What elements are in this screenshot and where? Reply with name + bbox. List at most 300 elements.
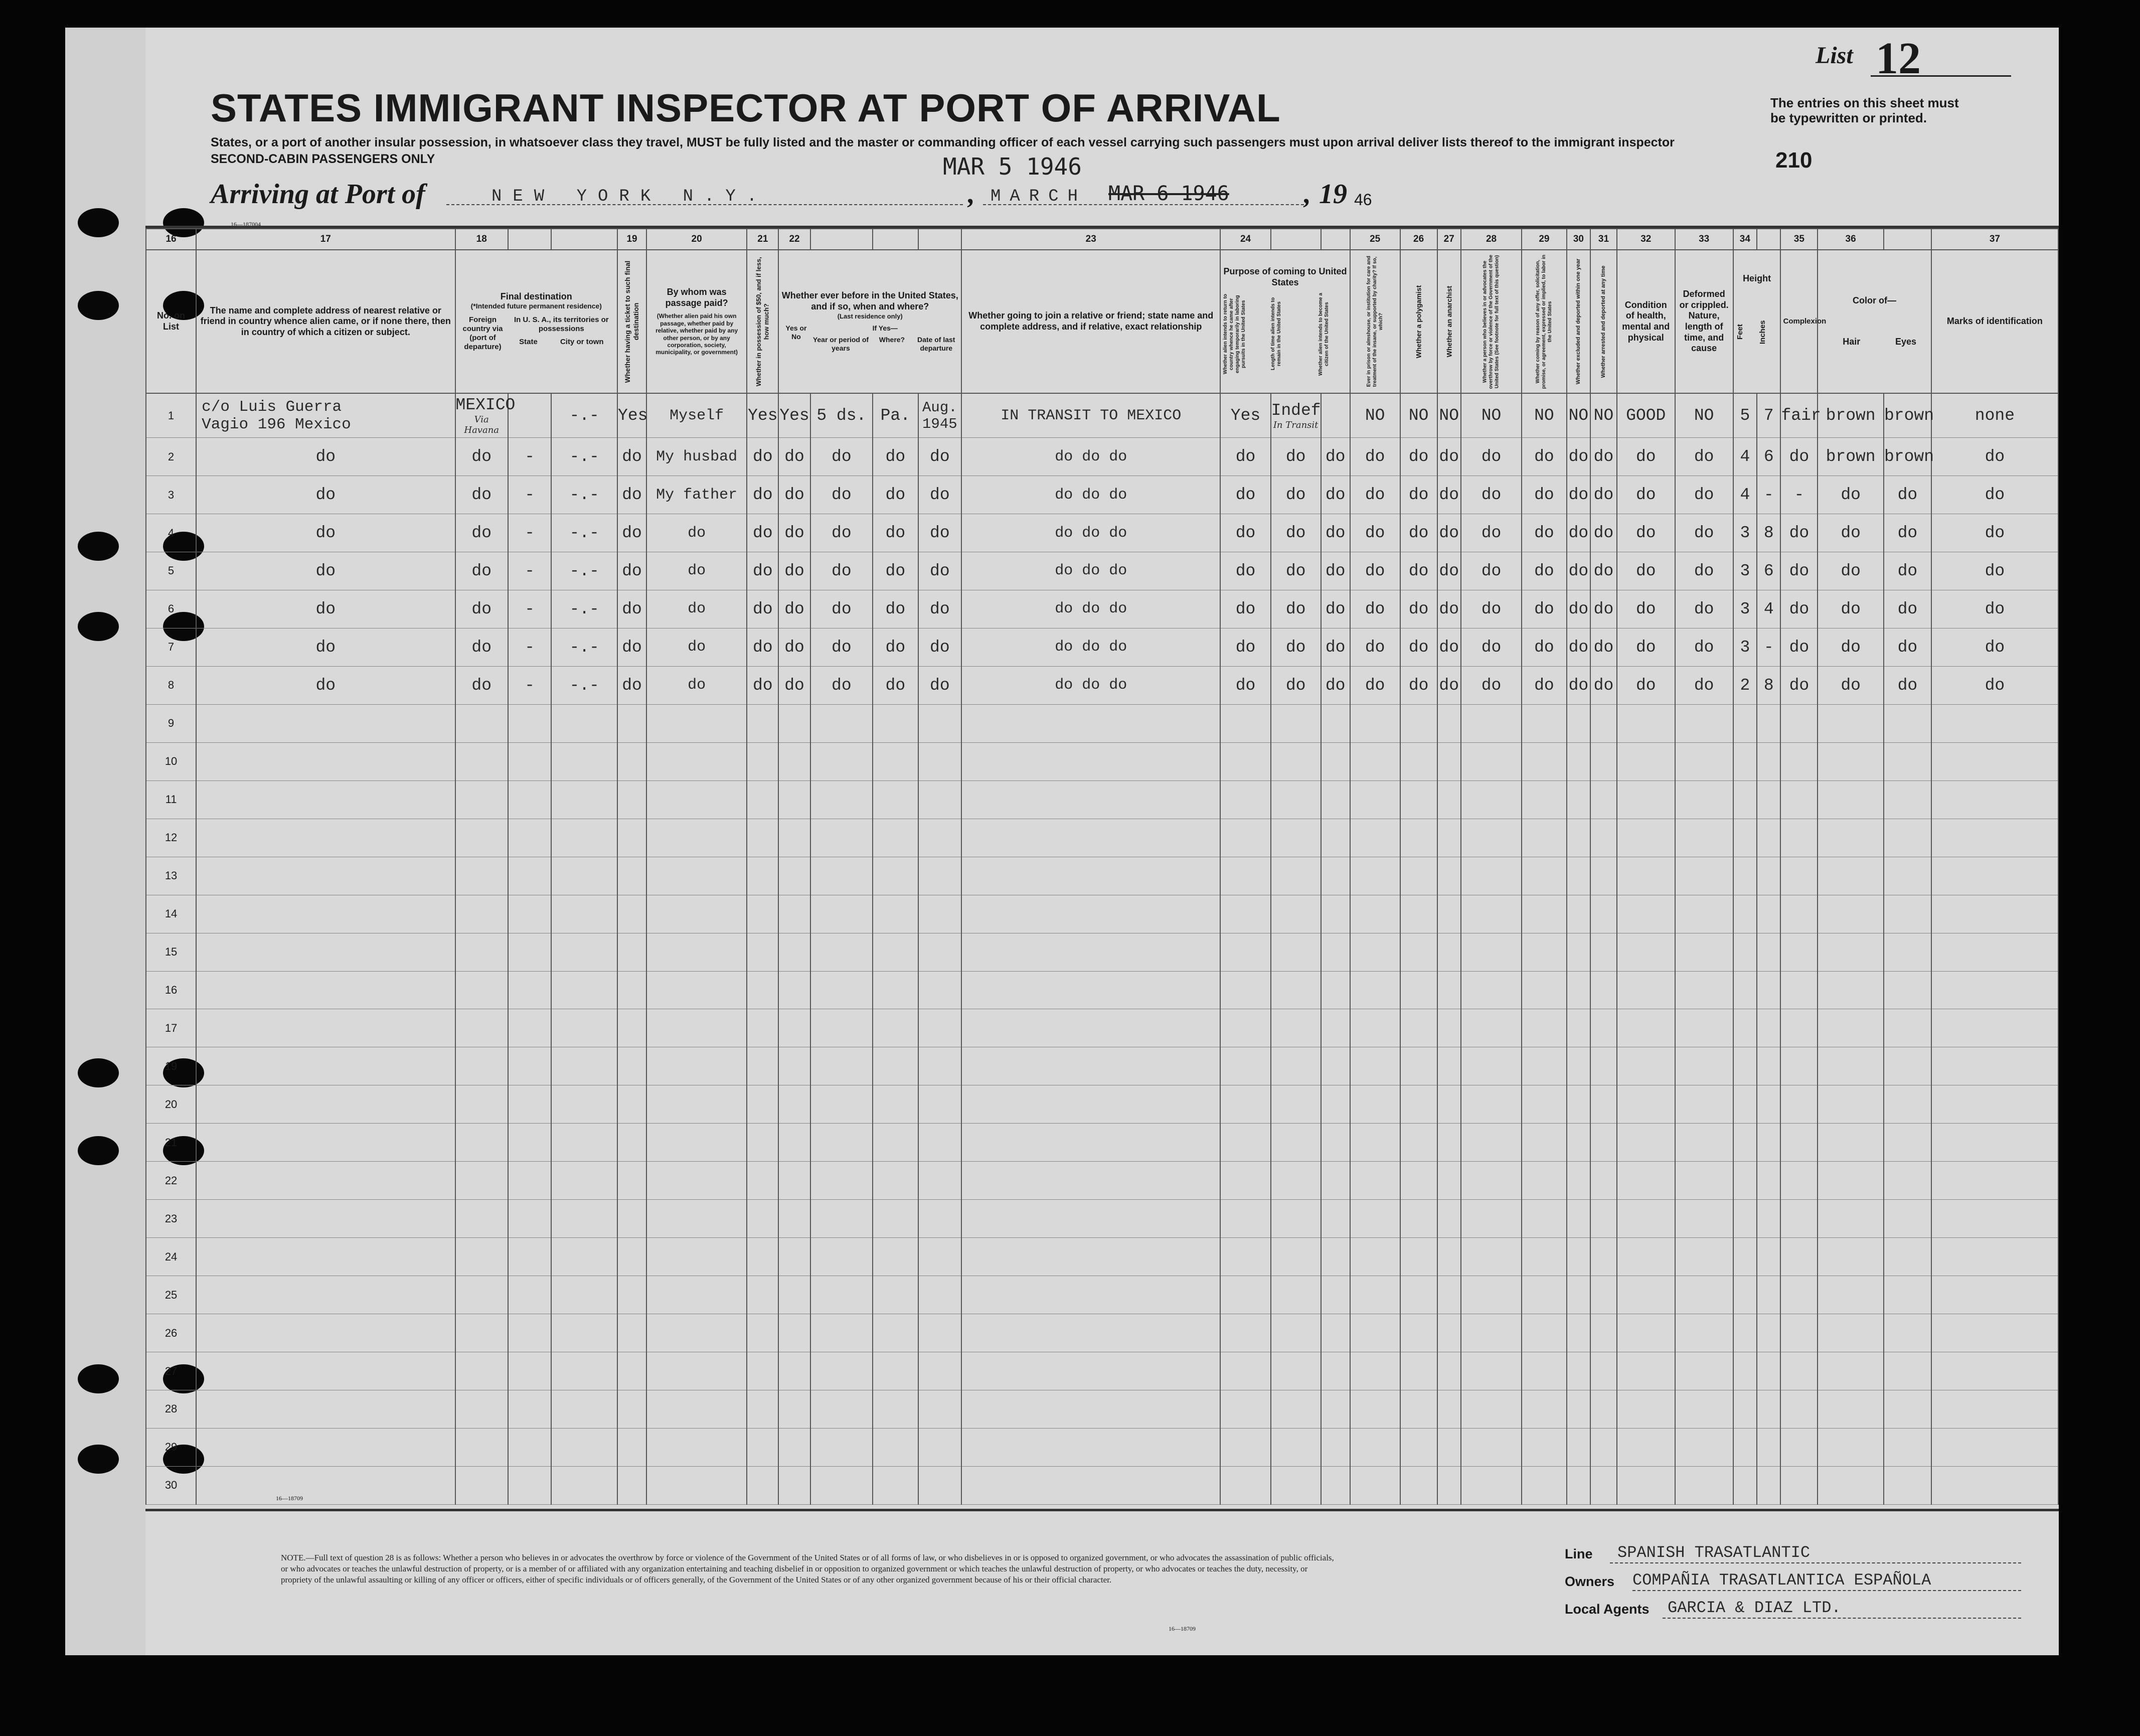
table-row [146, 1085, 2058, 1124]
cell-text: do [1593, 486, 1614, 505]
cell-c19 [617, 895, 646, 933]
list-label: List [1816, 42, 1853, 69]
cell-c34b [1757, 628, 1780, 666]
cell-c35 [1780, 393, 1821, 438]
cell-c20 [646, 1200, 747, 1238]
cell-c22a [778, 971, 810, 1009]
cell-c27 [1437, 704, 1461, 742]
cell-c34b [1757, 590, 1780, 628]
cell-c24c [1321, 1200, 1350, 1238]
cell-c29 [1522, 514, 1567, 552]
cell-c26 [1400, 514, 1437, 552]
cell-c18c [551, 393, 617, 438]
owners-rule [1632, 1590, 2021, 1591]
cell-text: do [1985, 447, 2005, 466]
cell-c24a [1220, 438, 1270, 476]
cell-c34b [1757, 1466, 1780, 1504]
column-number: 26 [1400, 229, 1437, 250]
cell-text: do [1481, 447, 1502, 466]
cell-c36a [1818, 666, 1884, 704]
cell-text: do [1439, 486, 1459, 505]
row-number: 13 [146, 857, 196, 895]
cell-text: do [471, 599, 491, 618]
cell-text: 8 [1763, 676, 1774, 695]
col-24-title: Purpose of coming to United States [1223, 266, 1347, 287]
footer-form-code: 16—18709 [276, 1495, 303, 1502]
cell-c22a [778, 895, 810, 933]
cell-c34a [1733, 1124, 1757, 1162]
cell-c26 [1400, 1428, 1437, 1466]
cell-text: do [688, 600, 706, 618]
cell-c37 [1931, 1428, 2058, 1466]
owners-value: COMPAÑIA TRASATLANTICA ESPAÑOLA [1632, 1571, 1931, 1590]
cell-c24c [1321, 1428, 1350, 1466]
cell-c24c [1321, 1466, 1350, 1504]
cell-c20 [646, 552, 747, 590]
cell-c32 [1617, 1047, 1675, 1085]
cell-c18c [551, 1238, 617, 1276]
cell-c21 [747, 1352, 778, 1390]
cell-c18a [455, 476, 508, 514]
cell-c32 [1617, 1390, 1675, 1428]
cell-c18c [551, 1200, 617, 1238]
cell-c22c [873, 819, 918, 857]
cell-c17 [196, 895, 455, 933]
cell-text: do [1694, 638, 1714, 657]
cell-c18c [551, 628, 617, 666]
cell-text: do [1235, 638, 1256, 657]
cell-c25 [1350, 1200, 1400, 1238]
cell-text: do [1365, 561, 1385, 580]
cell-text: do [622, 524, 642, 543]
cell-c25 [1350, 666, 1400, 704]
cell-c21 [747, 895, 778, 933]
cell-c27 [1437, 1276, 1461, 1314]
cell-c30 [1567, 819, 1590, 857]
cell-c24a [1220, 704, 1270, 742]
cell-c27 [1437, 1124, 1461, 1162]
cell-c32 [1617, 552, 1675, 590]
cell-text: do [1408, 599, 1429, 618]
cell-c24a [1220, 1314, 1270, 1352]
cell-text: do [885, 599, 906, 618]
cell-text: do [1635, 524, 1656, 543]
cell-text: brown [1826, 406, 1876, 425]
cell-c22a [778, 1276, 810, 1314]
cell-c17 [196, 514, 455, 552]
cell-text: NO [1408, 406, 1429, 425]
cell-text: do [1408, 676, 1429, 695]
cell-text: do do do [1055, 677, 1127, 694]
cell-text: do [1985, 524, 2005, 543]
cell-c34b [1757, 514, 1780, 552]
cell-c26 [1400, 1276, 1437, 1314]
cell-c36a [1818, 1314, 1884, 1352]
cell-c37 [1931, 1390, 2058, 1428]
cell-c22a [778, 933, 810, 971]
col-18-title: Final destination [500, 291, 572, 301]
cell-c37 [1931, 1009, 2058, 1047]
cell-text: -.- [569, 638, 599, 657]
cell-c22d [918, 590, 961, 628]
cell-text: do [1593, 524, 1614, 543]
cell-c22c [873, 1428, 918, 1466]
cell-c29 [1522, 1466, 1567, 1504]
cell-c20 [646, 857, 747, 895]
cell-c22b [810, 393, 873, 438]
cell-c17 [196, 704, 455, 742]
cell-c28 [1461, 1162, 1522, 1200]
cell-text: do [1635, 638, 1656, 657]
cell-c33 [1675, 552, 1733, 590]
cell-c25 [1350, 1352, 1400, 1390]
cell-c27 [1437, 1238, 1461, 1276]
column-number: 18 [455, 229, 508, 250]
cell-c23 [961, 514, 1220, 552]
cell-c17 [196, 666, 455, 704]
cell-text: My husbad [656, 448, 738, 465]
col-22-date: Date of last departure [917, 335, 955, 352]
cell-c18c [551, 1047, 617, 1085]
cell-text: do [1635, 599, 1656, 618]
cell-c23 [961, 704, 1220, 742]
cell-c31 [1590, 590, 1617, 628]
cell-c27 [1437, 590, 1461, 628]
cell-text: do [930, 561, 950, 580]
row-number: 28 [146, 1390, 196, 1428]
cell-c23 [961, 780, 1220, 819]
question-28-note: NOTE.—Full text of question 28 is as follows: Whether a person who believes in or advocates the overthrow by force or violence of the Government of the United States or of all forms of law, or who disbelieves in or is opposed to organized government, or who advocates the assassination of public officials, or who advocates or teaches the unlawful destruction of property, or is a member of or affiliated with any organization entertaining and teaching disbelief in or opposition to organized government or which teaches the unlawful destruction of property, or who advocates or teaches the duty, necessity, or propriety of the unlawful assaulting or killing of any officer or officers, either of specific individuals or of officers generally, of the Government of the United States or of any other organized government because of his or their official character. [281, 1553, 1334, 1585]
cell-c24a [1220, 628, 1270, 666]
cell-text: do [1235, 599, 1256, 618]
cell-c36b [1884, 742, 1931, 780]
cell-text: NO [1365, 406, 1385, 425]
cell-c23 [961, 393, 1220, 438]
cell-text: do [1593, 676, 1614, 695]
cell-c18b [508, 933, 551, 971]
cell-text: do [784, 561, 804, 580]
cell-c22c [873, 742, 918, 780]
col-20-title: By whom was passage paid? [665, 287, 728, 308]
cell-c18c [551, 971, 617, 1009]
cell-c37 [1931, 1124, 2058, 1162]
cell-c25 [1350, 1047, 1400, 1085]
cell-c31 [1590, 666, 1617, 704]
cell-c34b [1757, 1276, 1780, 1314]
cell-c33 [1675, 1047, 1733, 1085]
cell-c25 [1350, 704, 1400, 742]
cell-c37 [1931, 971, 2058, 1009]
table-row [146, 819, 2058, 857]
cell-c36a [1818, 704, 1884, 742]
cell-c22d [918, 1390, 961, 1428]
year-suffix: 46 [1354, 191, 1372, 209]
cell-text: -.- [569, 561, 599, 580]
cell-c22c [873, 1200, 918, 1238]
cell-c36a [1818, 1352, 1884, 1390]
cell-text: do [1481, 599, 1502, 618]
cell-c29 [1522, 704, 1567, 742]
cell-text: do [885, 638, 906, 657]
cell-c24b [1271, 895, 1321, 933]
cell-c28 [1461, 895, 1522, 933]
col-27-header: Whether an anarchist [1437, 250, 1461, 393]
col-18-note: (*Intended future permanent residence) [470, 302, 602, 310]
cell-c24c [1321, 438, 1350, 476]
cell-c28 [1461, 666, 1522, 704]
cell-c18c [551, 1352, 617, 1390]
cell-c33 [1675, 971, 1733, 1009]
cell-text: do [784, 676, 804, 695]
cell-c30 [1567, 895, 1590, 933]
cell-c36b [1884, 1085, 1931, 1124]
column-number: 22 [778, 229, 810, 250]
cell-c34b [1757, 1009, 1780, 1047]
row-number: 16 [146, 971, 196, 1009]
cell-c23 [961, 971, 1220, 1009]
cell-c28 [1461, 1009, 1522, 1047]
cell-c24b [1271, 1314, 1321, 1352]
cell-c36a [1818, 1466, 1884, 1504]
cell-c17 [196, 476, 455, 514]
cell-text: do [688, 562, 706, 580]
cell-text: do [471, 447, 491, 466]
cell-text: do [1439, 676, 1459, 695]
cell-c36a [1818, 1162, 1884, 1200]
cell-c27 [1437, 933, 1461, 971]
cell-c24b [1271, 1428, 1321, 1466]
cell-c19 [617, 704, 646, 742]
cell-c30 [1567, 1352, 1590, 1390]
cell-c34a [1733, 1047, 1757, 1085]
cell-text: 3 [1740, 599, 1750, 618]
cell-text: do [315, 561, 336, 580]
cell-text: none [1974, 406, 2015, 425]
cell-c18c [551, 590, 617, 628]
cell-c33 [1675, 1009, 1733, 1047]
cell-c34b [1757, 704, 1780, 742]
table-row [146, 1238, 2058, 1276]
col-18-foreign: Foreign country via (port of departure) [462, 315, 503, 352]
row-number: 12 [146, 819, 196, 857]
cell-c18b [508, 1085, 551, 1124]
cell-text: do [1897, 561, 1918, 580]
cell-text: do [1285, 447, 1306, 466]
table-row [146, 1390, 2058, 1428]
cell-c18a [455, 552, 508, 590]
cell-c23 [961, 933, 1220, 971]
cell-c19 [617, 1009, 646, 1047]
cell-c22b [810, 819, 873, 857]
cell-c22c [873, 438, 918, 476]
table-row [146, 1009, 2058, 1047]
cell-c32 [1617, 666, 1675, 704]
cell-c28 [1461, 514, 1522, 552]
cell-c21 [747, 514, 778, 552]
cell-c18c [551, 1314, 617, 1352]
cell-c34b [1757, 1314, 1780, 1352]
cell-c34b [1757, 393, 1780, 438]
cell-c22a [778, 1238, 810, 1276]
cell-text: Yes [1230, 406, 1261, 425]
cell-c34a [1733, 857, 1757, 895]
cell-c22a [778, 1314, 810, 1352]
column-number: 33 [1675, 229, 1733, 250]
cell-c24c [1321, 1238, 1350, 1276]
cell-text: 3 [1740, 638, 1750, 657]
cell-text: do [622, 676, 642, 695]
cell-c22a [778, 514, 810, 552]
cell-c34b [1757, 819, 1780, 857]
column-number: 29 [1522, 229, 1567, 250]
cell-c20 [646, 704, 747, 742]
cell-c18b [508, 819, 551, 857]
col-20-header [646, 250, 747, 393]
cell-c22b [810, 780, 873, 819]
cell-c36b [1884, 476, 1931, 514]
cell-c19 [617, 1276, 646, 1314]
cell-text: do [1985, 676, 2005, 695]
cell-c22b [810, 1085, 873, 1124]
cell-c32 [1617, 393, 1675, 438]
cell-c27 [1437, 895, 1461, 933]
cell-c24c [1321, 1352, 1350, 1390]
cell-text: do [1789, 561, 1809, 580]
cell-c22a [778, 1124, 810, 1162]
arrival-stamp: MAR 5 1946 [943, 153, 1082, 180]
cell-text: do [622, 447, 642, 466]
cell-c23 [961, 590, 1220, 628]
cell-c33 [1675, 780, 1733, 819]
cell-c22d [918, 552, 961, 590]
cell-c36b [1884, 1009, 1931, 1047]
column-number: 19 [617, 229, 646, 250]
cell-text: brown [1826, 447, 1876, 466]
cell-text: do [315, 486, 336, 505]
cell-c31 [1590, 1162, 1617, 1200]
cell-c24b [1271, 971, 1321, 1009]
row-number: 1 [146, 393, 196, 438]
col-37-header: Marks of identification [1931, 250, 2058, 393]
cell-text: - [525, 561, 535, 580]
cell-text: do [1789, 524, 1809, 543]
cell-text: do [471, 486, 491, 505]
table-row [146, 438, 2058, 476]
cell-c32 [1617, 1314, 1675, 1352]
cell-c18b [508, 742, 551, 780]
cell-c35 [1780, 819, 1818, 857]
cell-c24b [1271, 1162, 1321, 1200]
cell-c32 [1617, 1238, 1675, 1276]
col-23-header: Whether going to join a relative or friend; state name and complete address, and if relative, exact relationship [961, 250, 1220, 393]
manifest-rows [146, 393, 2058, 1504]
cell-c22d [918, 1466, 961, 1504]
entries-note-2: be typewritten or printed. [1770, 110, 1927, 125]
cell-text: do [1897, 486, 1918, 505]
cell-c36b [1884, 514, 1931, 552]
cell-c37 [1931, 628, 2058, 666]
cell-c32 [1617, 1124, 1675, 1162]
cell-c22b [810, 933, 873, 971]
cell-c22d [918, 819, 961, 857]
cell-c35 [1780, 628, 1818, 666]
cell-c24a [1220, 1466, 1270, 1504]
cell-c37 [1931, 933, 2058, 971]
column-number-row [146, 229, 2058, 250]
cell-c26 [1400, 1162, 1437, 1200]
cell-c37 [1931, 1352, 2058, 1390]
cell-c22b [810, 438, 873, 476]
cell-c26 [1400, 1047, 1437, 1085]
cell-c19 [617, 666, 646, 704]
cell-c30 [1567, 1314, 1590, 1352]
cell-c22c [873, 1238, 918, 1276]
cell-c22d [918, 438, 961, 476]
cell-c29 [1522, 666, 1567, 704]
cell-c24c [1321, 742, 1350, 780]
cell-c19 [617, 1047, 646, 1085]
cell-c33 [1675, 742, 1733, 780]
cell-c31 [1590, 514, 1617, 552]
cell-c23 [961, 1162, 1220, 1200]
cell-text: do [930, 447, 950, 466]
cell-c22b [810, 1428, 873, 1466]
cell-c22c [873, 1047, 918, 1085]
cell-c18b [508, 1390, 551, 1428]
cell-c32 [1617, 1009, 1675, 1047]
cell-c21 [747, 438, 778, 476]
cell-c24a [1220, 819, 1270, 857]
cell-c19 [617, 1085, 646, 1124]
row-number: 11 [146, 780, 196, 819]
cell-c17 [196, 819, 455, 857]
footer-rule [145, 1509, 2059, 1511]
note-form-code: 16—18709 [1169, 1625, 1196, 1632]
cell-text: do [1408, 638, 1429, 657]
cell-c37 [1931, 1162, 2058, 1200]
cell-text: do [784, 524, 804, 543]
column-number [918, 229, 961, 250]
address-line: Vagio 196 Mexico [202, 415, 351, 433]
cell-c31 [1590, 1009, 1617, 1047]
cell-c18a [455, 1428, 508, 1466]
cell-c21 [747, 933, 778, 971]
cell-c32 [1617, 438, 1675, 476]
cell-c17 [196, 1009, 455, 1047]
cell-c36b [1884, 1466, 1931, 1504]
col-22-year: Year or period of years [812, 335, 869, 352]
cell-c21 [747, 1428, 778, 1466]
cell-c28 [1461, 1314, 1522, 1352]
cell-c36a [1818, 393, 1884, 438]
cell-text: do [1365, 676, 1385, 695]
column-number: 28 [1461, 229, 1522, 250]
cell-c18a [455, 1162, 508, 1200]
cell-c17 [196, 1390, 455, 1428]
cell-c18a [455, 393, 516, 438]
cell-text: do [1235, 447, 1256, 466]
cell-text: - [1763, 486, 1774, 505]
cell-c30 [1567, 393, 1590, 438]
cell-c35 [1780, 1162, 1818, 1200]
cell-c20 [646, 1466, 747, 1504]
cell-c20 [646, 476, 747, 514]
cell-c22b [810, 1466, 873, 1504]
cell-c23 [961, 895, 1220, 933]
cell-c28 [1461, 1085, 1522, 1124]
cell-c31 [1590, 704, 1617, 742]
cell-text: do [1568, 447, 1589, 466]
